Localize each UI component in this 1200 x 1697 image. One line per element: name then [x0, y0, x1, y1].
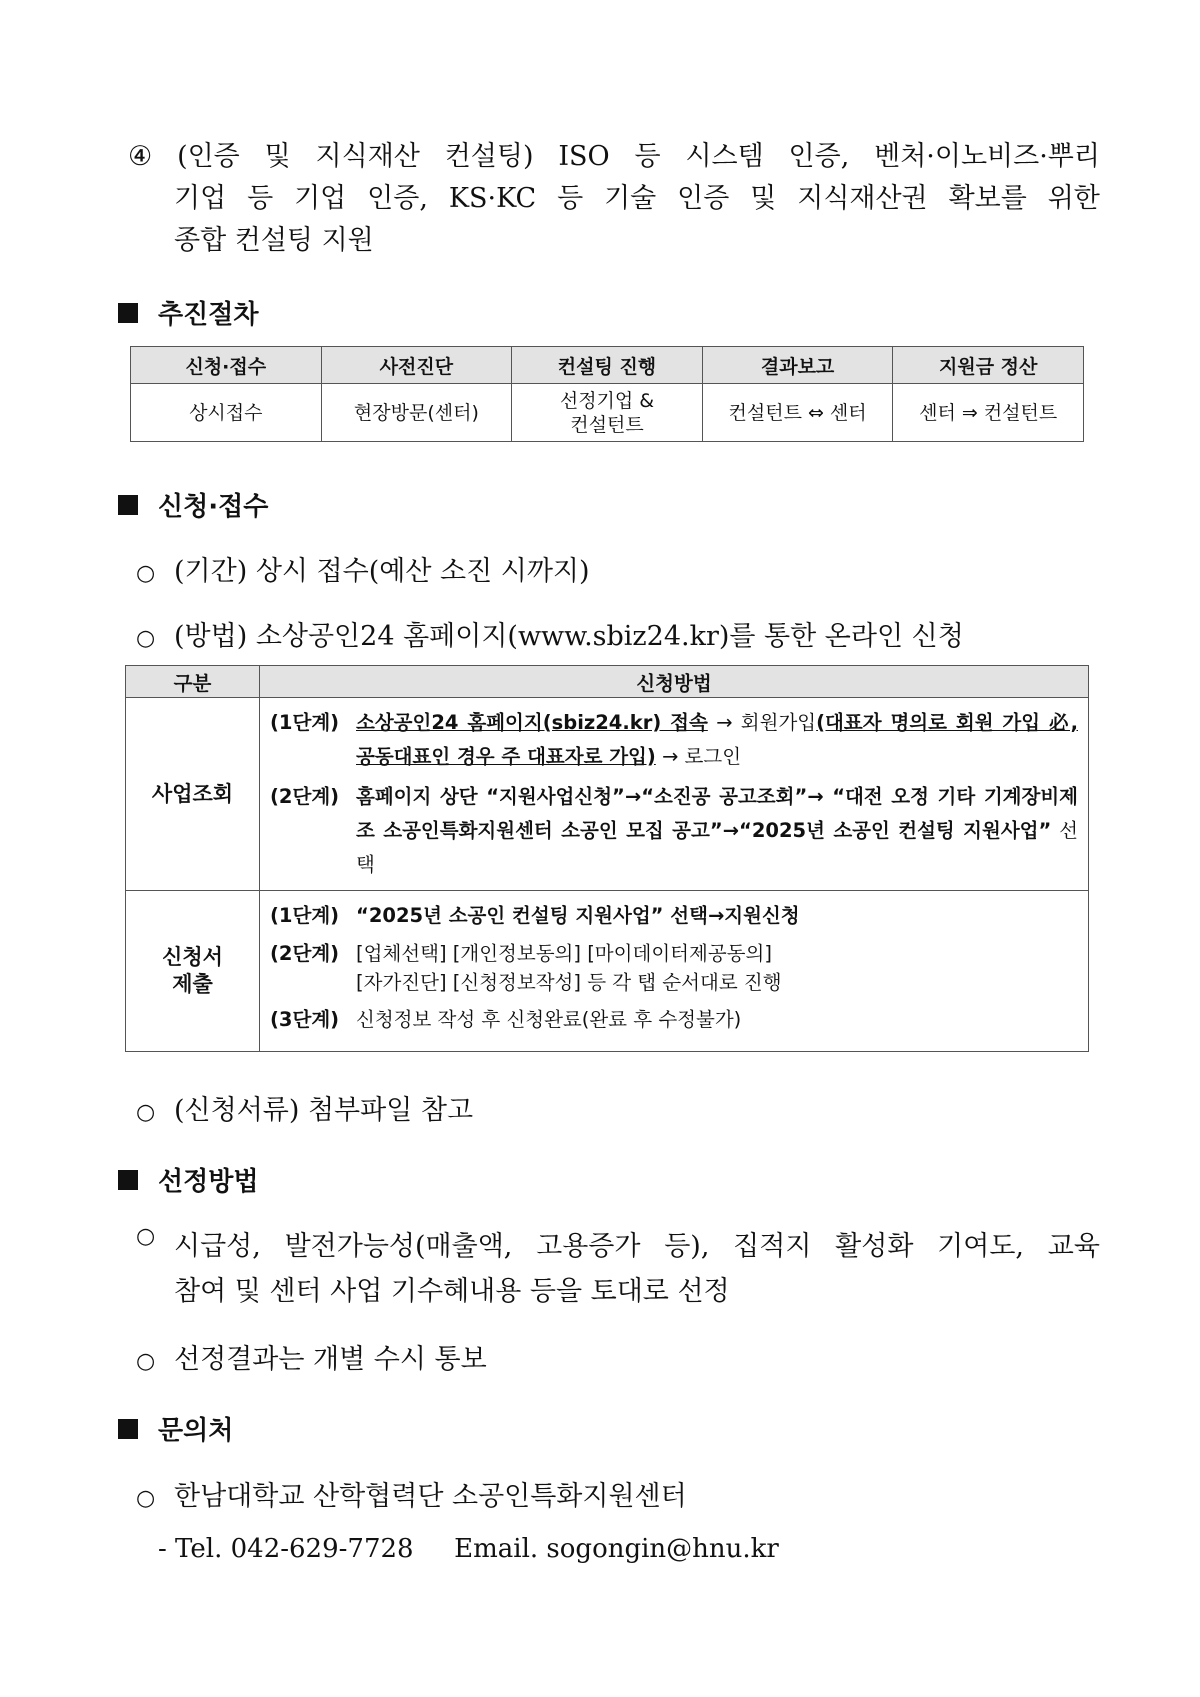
square-bullet-icon [118, 1419, 138, 1439]
application-method-table [125, 665, 1089, 1052]
section4-line-2-word: 기술 [604, 183, 657, 214]
circle-bullet-icon: ○ [136, 1349, 156, 1374]
procedure-header-cell: 사전진단 [321, 347, 512, 384]
section4-line-2-word: 인증, [367, 183, 428, 214]
selection-criteria-line-1 [174, 1224, 1100, 1263]
procedure-header-row [131, 347, 1084, 384]
procedure-table [130, 346, 1084, 442]
apply-method-cell [260, 891, 1089, 1052]
section4-line-1-word: 시스템 [685, 141, 764, 172]
circle-bullet-icon: ○ [136, 561, 156, 586]
apply-step: (2단계) [업체선택] [개인정보동의] [마이데이터제공동의] [자가진단] [신청정보작성] 등 각 탭 순서대로 진행 [270, 942, 782, 994]
apply-step: (2단계) 홈페이지 상단 “지원사업신청”→“소진공 공고조회”→ “대전 오정 기타 기계장비제조 소공인특화지원센터 소공인 모집 공고”→“2025년 소공인 컨설팅 지원사업” 선택 [270, 785, 1078, 876]
selection-criteria-word: 등), [664, 1231, 710, 1262]
section4-line-1 [128, 136, 1100, 178]
selection-criteria-word: 기여도, [937, 1231, 1024, 1262]
section4-line-1-word: 및 [264, 141, 291, 172]
procedure-header-cell: 신청·접수 [131, 347, 322, 384]
section4-line-1-word: ④ [128, 141, 153, 172]
apply-step: (3단계) 신청정보 작성 후 신청완료(완료 후 수정불가) [270, 1008, 742, 1031]
selection-criteria-word: 고용증가 [536, 1231, 641, 1262]
circle-bullet-icon: ○ [136, 1486, 156, 1511]
procedure-cell: 센터 ⇒ 컨설턴트 [893, 384, 1084, 442]
selection-criteria-word: 집적지 [733, 1231, 812, 1262]
heading-procedure: 추진절차 [118, 294, 258, 331]
section4-line-3: 종합 컨설팅 지원 [174, 225, 374, 256]
procedure-header-cell: 지원금 정산 [893, 347, 1084, 384]
heading-selection: 선정방법 [118, 1161, 258, 1198]
procedure-cell: 컨설턴트 ⇔ 센터 [702, 384, 893, 442]
contact-org: ○ 한남대학교 산학협력단 소공인특화지원센터 [136, 1481, 687, 1512]
apply-header-method: 신청방법 [260, 666, 1089, 698]
apply-row-submission [126, 891, 1089, 1052]
section4-paragraph [128, 136, 1100, 262]
section4-line-1-word: 등 [634, 141, 661, 172]
procedure-header-cell: 결과보고 [702, 347, 893, 384]
procedure-cell: 현장방문(센터) [321, 384, 512, 442]
contact-email: Email. sogongin@hnu.kr [454, 1534, 779, 1564]
section4-line-2-word: 기업 [294, 183, 347, 214]
square-bullet-icon [118, 495, 138, 515]
application-method: ○ (방법) 소상공인24 홈페이지(www.sbiz24.kr)를 통한 온라인 신청 [136, 621, 964, 652]
apply-step: (1단계) 소상공인24 홈페이지(sbiz24.kr) 접속 → 회원가입(대표자 명의로 회원 가입 必, 공동대표인 경우 주 대표자로 가입) → 로그인 [270, 711, 1078, 768]
apply-step: (1단계) “2025년 소공인 컨설팅 지원사업” 선택→지원신청 [270, 904, 800, 927]
square-bullet-icon [118, 1170, 138, 1190]
section4-line-2 [128, 178, 1100, 220]
contact-phone: - Tel. 042-629-7728 [158, 1534, 414, 1564]
apply-category-cell: 사업조회 [126, 698, 260, 891]
section4-line-2-word: 등 [247, 183, 274, 214]
section4-line-2-word: 및 [750, 183, 777, 214]
section4-line-1-word: ISO [558, 141, 610, 172]
apply-row-business-inquiry [126, 698, 1089, 891]
selection-criteria-line-2: 참여 및 센터 사업 기수혜내용 등을 토대로 선정 [174, 1276, 730, 1307]
application-documents: ○ (신청서류) 첨부파일 참고 [136, 1095, 474, 1126]
procedure-body-row [131, 384, 1084, 442]
selection-result: ○ 선정결과는 개별 수시 통보 [136, 1344, 487, 1375]
selection-criteria-word: 활성화 [835, 1231, 914, 1262]
contact-details [158, 1534, 779, 1564]
apply-header-category: 구분 [126, 666, 260, 698]
section4-line-2-word: 지식재산권 [797, 183, 928, 214]
application-period: ○ (기간) 상시 접수(예산 소진 시까지) [136, 556, 590, 587]
square-bullet-icon [118, 303, 138, 323]
selection-criteria-word: 시급성, [174, 1231, 261, 1262]
circle-bullet-icon: ○ [136, 1224, 156, 1249]
section4-line-1-word: 지식재산 [315, 141, 420, 172]
section4-line-2-word: 위한 [1047, 183, 1100, 214]
apply-category-cell: 신청서 제출 [126, 891, 260, 1052]
section4-line-1-word: 인증, [788, 141, 850, 172]
selection-criteria-word: 발전가능성(매출액, [284, 1231, 513, 1262]
section4-line-1-word: 컨설팅) [444, 141, 534, 172]
procedure-cell: 선정기업 & 컨설턴트 [512, 384, 703, 442]
section4-line-1-word: 벤처·이노비즈·뿌리 [874, 141, 1100, 172]
heading-contact: 문의처 [118, 1410, 233, 1447]
section4-line-2-word: 등 [557, 183, 584, 214]
heading-application: 신청·접수 [118, 486, 268, 523]
selection-criteria [136, 1224, 1100, 1308]
section4-line-2-word: 기업 [174, 183, 227, 214]
apply-method-cell [260, 698, 1089, 891]
procedure-cell: 상시접수 [131, 384, 322, 442]
selection-criteria-word: 교육 [1047, 1231, 1100, 1262]
apply-header-row [126, 666, 1089, 698]
circle-bullet-icon: ○ [136, 1100, 156, 1125]
circle-bullet-icon: ○ [136, 626, 156, 651]
section4-line-2-word: 인증 [677, 183, 730, 214]
section4-line-2-word: KS·KC [448, 183, 537, 214]
section4-line-2-word: 확보를 [948, 183, 1027, 214]
procedure-header-cell: 컨설팅 진행 [512, 347, 703, 384]
section4-line-1-word: (인증 [177, 141, 240, 172]
